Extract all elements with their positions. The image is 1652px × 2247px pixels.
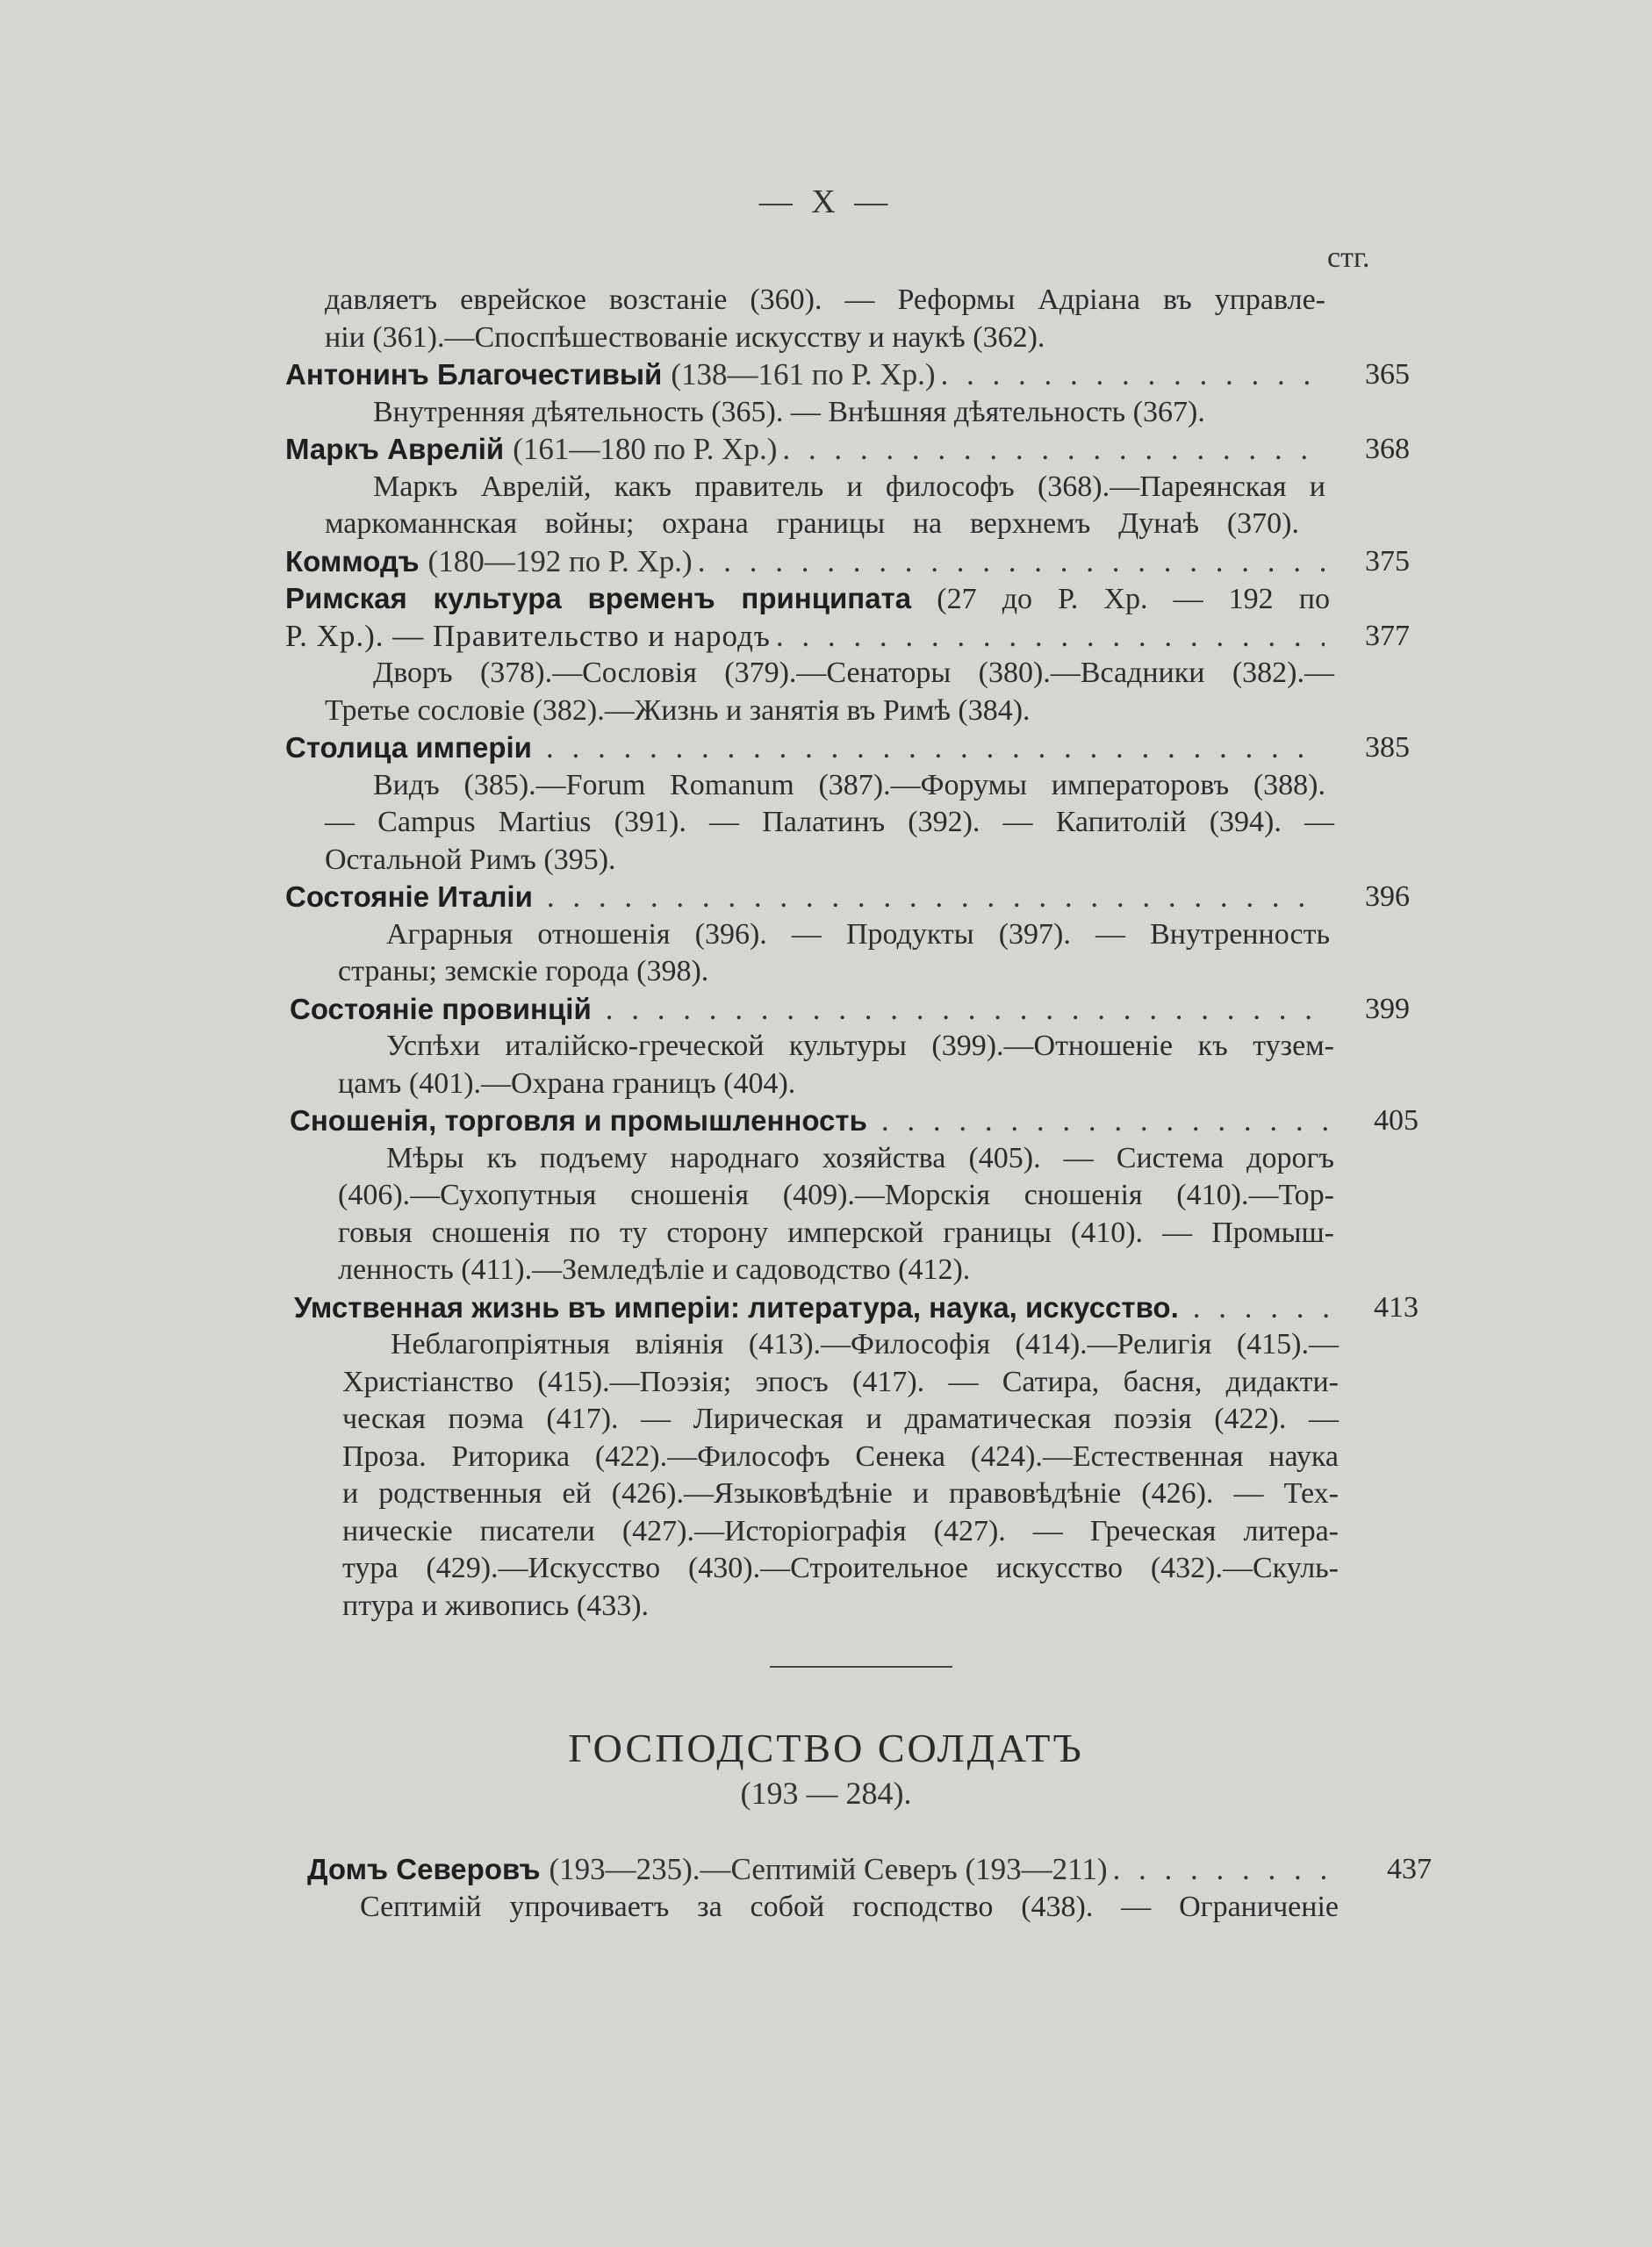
toc-text-line: страны; земскіе города (398). xyxy=(338,955,709,987)
toc-page-number: 396 xyxy=(1365,880,1410,913)
toc-page-number: 377 xyxy=(1365,620,1410,652)
toc-text-line: ческая поэма (417). — Лирическая и драматическая поэзія (422). — xyxy=(342,1403,1339,1435)
toc-text-line: птура и живопись (433). xyxy=(342,1590,650,1622)
toc-text-line: Неблагопріятныя вліянія (413).—Философія (414).—Религія (415).— xyxy=(391,1328,1339,1360)
toc-text-line: ническіе писатели (427).—Исторіографія (427). — Греческая литера- xyxy=(342,1515,1339,1547)
toc-page-number: 375 xyxy=(1365,545,1410,578)
toc-text-line: Дворъ (378).—Сословія (379).—Сенаторы (380).—Всадники (382).— xyxy=(373,657,1334,689)
toc-heading-sub: (27 до Р. Хр. — 192 по xyxy=(937,583,1331,615)
section-years: (193 — 284). xyxy=(740,1776,912,1811)
toc-heading xyxy=(285,543,1330,580)
toc-text-line: Аграрныя отношенія (396). — Продукты (397). — Внутренность xyxy=(386,918,1330,951)
toc-heading xyxy=(285,431,1330,468)
toc-heading-sub: (161—180 по Р. Хр.) xyxy=(513,432,778,466)
toc-heading-title: Антонинъ Благочестивый xyxy=(285,358,663,391)
toc-text-line: (406).—Сухопутныя сношенія (409).—Морскія сношенія (410).—Тор- xyxy=(338,1179,1334,1211)
section-title: ГОСПОДСТВО СОЛДАТЪ xyxy=(568,1726,1084,1770)
toc-text-line: и родственныя ей (426).—Языковѣдѣніе и правовѣдѣніе (426). — Тех- xyxy=(342,1477,1339,1510)
toc-text-line: Мѣры къ подъему народнаго хозяйства (405). — Система дорогъ xyxy=(386,1142,1334,1174)
column-header: стг. xyxy=(1327,241,1370,274)
toc-heading xyxy=(285,580,1330,618)
toc-leader xyxy=(1193,1289,1329,1326)
toc-page-number: 437 xyxy=(1387,1853,1432,1885)
toc-text-line: Маркъ Аврелій, какъ правитель и философъ (368).—Пареянская и xyxy=(373,470,1325,503)
toc-page-number: 405 xyxy=(1374,1104,1419,1137)
toc-text-line: Проза. Риторика (422).—Философъ Сенека (424).—Естественная наука xyxy=(342,1440,1339,1473)
toc-leader xyxy=(698,543,1325,580)
toc-leader xyxy=(941,356,1325,393)
toc-text-line: тура (429).—Искусство (430).—Строительное искусство (432).—Скуль- xyxy=(342,1552,1339,1584)
toc-leader xyxy=(782,431,1325,468)
toc-heading xyxy=(294,1289,1334,1326)
toc-heading-sub: (180—192 по Р. Хр.) xyxy=(427,544,693,578)
toc-heading-title: Сношенія, торговля и промышленность xyxy=(290,1104,867,1137)
toc-heading-sub: (138—161 по Р. Хр.) xyxy=(671,357,936,391)
toc-page-number: 385 xyxy=(1365,731,1410,764)
toc-page-number: 368 xyxy=(1365,433,1410,465)
toc-text-line: ніи (361).—Споспѣшествованіе искусству и наукѣ (362). xyxy=(325,321,1045,354)
toc-heading-sub: (193—235).—Септимій Северъ (193—211) xyxy=(549,1852,1108,1886)
toc-heading-title: Столица имперіи xyxy=(285,731,532,764)
toc-text-line: давляетъ еврейское возстаніе (360). — Реформы Адріана въ управле- xyxy=(325,284,1325,316)
toc-page-number: 413 xyxy=(1374,1291,1419,1324)
toc-heading-title: Умственная жизнь въ имперіи: литература, наука, искусство. xyxy=(294,1291,1179,1324)
toc-heading-title: Состояніе провинцій xyxy=(290,993,592,1025)
toc-heading xyxy=(285,356,1330,393)
toc-heading xyxy=(290,991,1334,1028)
section-divider xyxy=(770,1666,952,1668)
toc-text-line: Внутренняя дѣятельность (365). — Внѣшняя дѣятельность (367). xyxy=(373,396,1205,428)
toc-text-line: Остальной Римъ (395). xyxy=(325,844,616,876)
toc-text-line: — Campus Martius (391). — Палатинъ (392). — Капитолій (394). — xyxy=(325,806,1334,838)
toc-heading-title: Римская культура временъ принципата xyxy=(285,582,912,614)
page-number: — X — xyxy=(758,183,894,220)
toc-heading-cont xyxy=(285,618,1330,655)
toc-text-line: цамъ (401).—Охрана границъ (404). xyxy=(338,1067,796,1100)
toc-text-line: Видъ (385).—Forum Romanum (387).—Форумы императоровъ (388). xyxy=(373,769,1325,801)
toc-heading-title: Коммодъ xyxy=(285,545,420,578)
toc-page-number: 399 xyxy=(1365,993,1410,1025)
toc-leader xyxy=(881,1102,1329,1139)
toc-heading-title: Домъ Северовъ xyxy=(307,1853,541,1885)
toc-leader xyxy=(546,729,1325,766)
toc-heading xyxy=(285,729,1330,766)
toc-leader xyxy=(547,879,1325,915)
toc-text-line: Третье сословіе (382).—Жизнь и занятія въ Римѣ (384). xyxy=(325,694,1031,727)
toc-text-line: ленность (411).—Земледѣліе и садоводство (412). xyxy=(338,1253,971,1286)
toc-leader xyxy=(606,991,1329,1028)
toc-heading-title: Маркъ Аврелій xyxy=(285,433,505,465)
toc-page-number: 365 xyxy=(1365,358,1410,391)
toc-leader xyxy=(1113,1851,1330,1888)
toc-heading xyxy=(285,879,1330,915)
toc-text-line: говыя сношенія по ту сторону имперской границы (410). — Промыш- xyxy=(338,1217,1334,1249)
toc-leader xyxy=(776,618,1325,655)
toc-text-line: Септимій упрочиваетъ за собой господство (438). — Ограниченіе xyxy=(360,1891,1339,1923)
toc-heading xyxy=(307,1851,1334,1888)
toc-heading xyxy=(290,1102,1334,1139)
toc-heading-line2: Р. Хр.). — Правительство и народъ xyxy=(285,619,771,653)
toc-text-line: Христіанство (415).—Поэзія; эпосъ (417). — Сатира, басня, дидакти- xyxy=(342,1366,1339,1398)
toc-text-line: маркоманнская войны; охрана границы на верхнемъ Дунаѣ (370). xyxy=(325,507,1299,540)
toc-text-line: Успѣхи италійско-греческой культуры (399).—Отношеніе къ тузем- xyxy=(386,1030,1334,1062)
toc-heading-title: Состояніе Италіи xyxy=(285,880,533,913)
